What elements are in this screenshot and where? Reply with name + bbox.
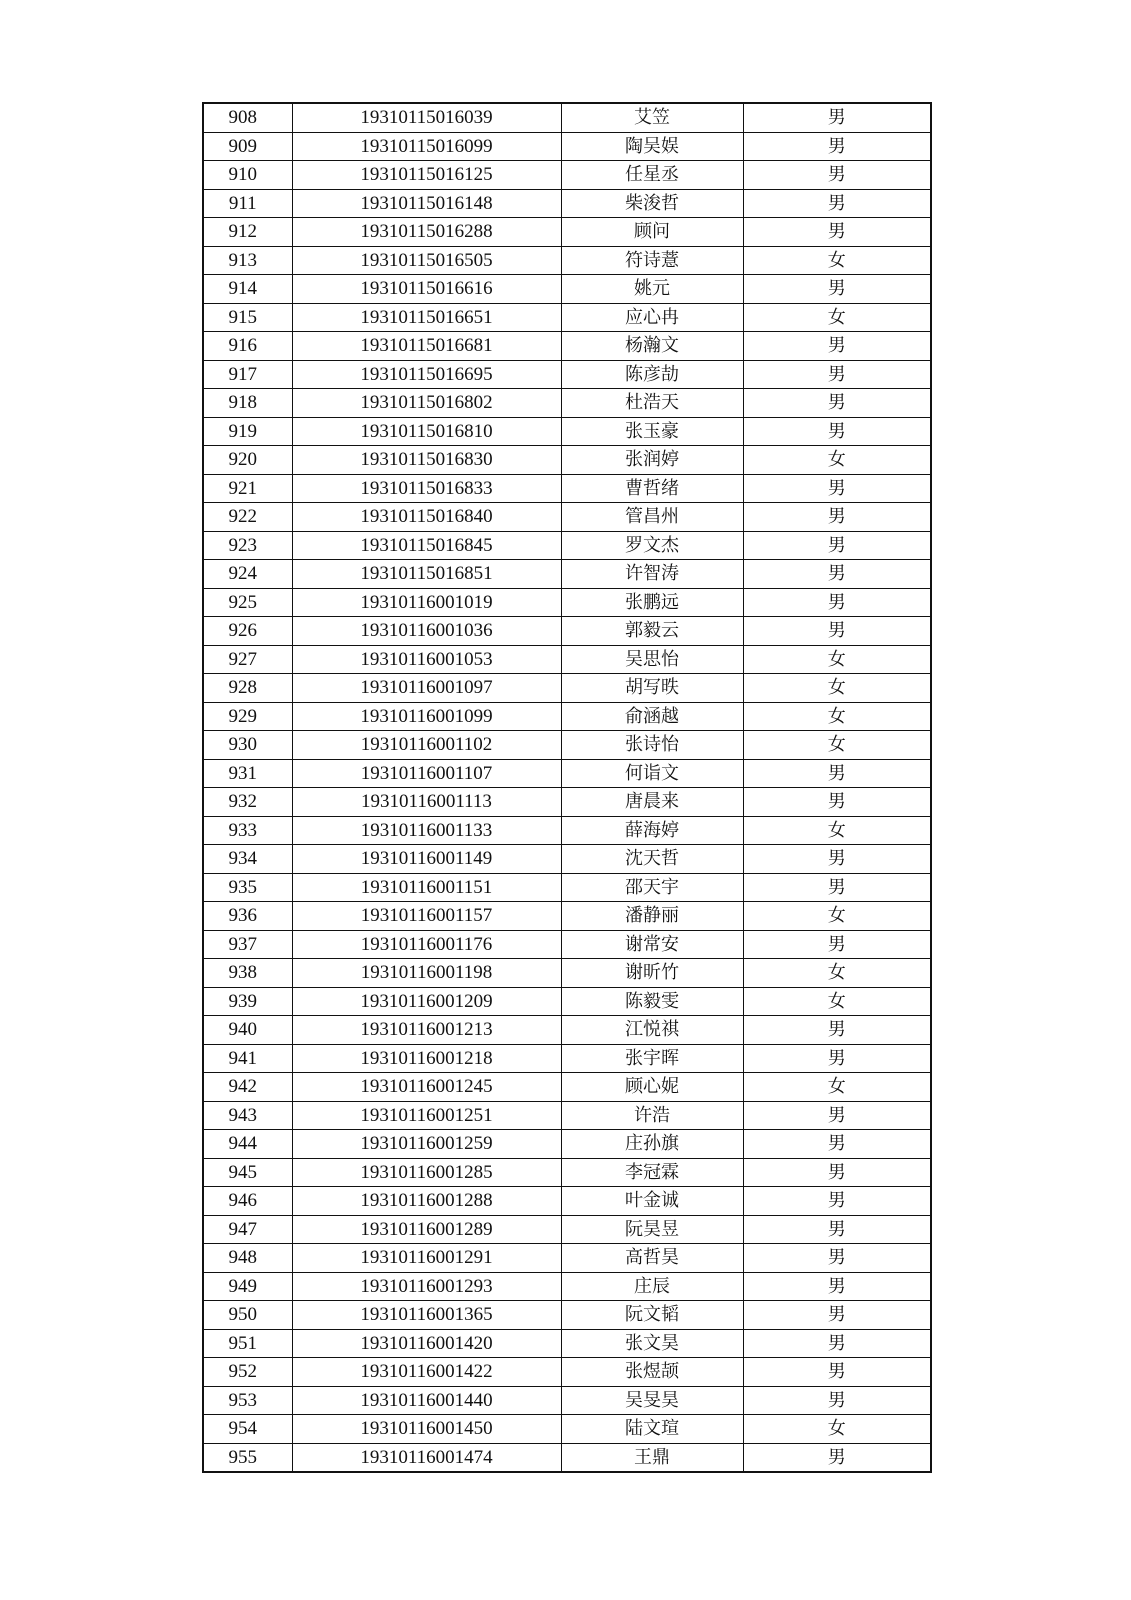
gender-cell: 男	[743, 1329, 931, 1358]
row-number-cell: 942	[203, 1073, 292, 1102]
student-name-cell: 符诗薏	[561, 246, 743, 275]
exam-id-cell: 19310116001097	[292, 674, 561, 703]
row-number-cell: 922	[203, 503, 292, 532]
exam-id-cell: 19310116001420	[292, 1329, 561, 1358]
exam-id-cell: 19310116001157	[292, 902, 561, 931]
exam-id-cell: 19310116001293	[292, 1272, 561, 1301]
gender-cell: 男	[743, 873, 931, 902]
student-name-cell: 张煜颉	[561, 1358, 743, 1387]
row-number-cell: 941	[203, 1044, 292, 1073]
row-number-cell: 909	[203, 132, 292, 161]
student-name-cell: 胡写昳	[561, 674, 743, 703]
student-name-cell: 潘静丽	[561, 902, 743, 931]
table-row	[203, 1301, 931, 1330]
table-row	[203, 645, 931, 674]
table-row	[203, 161, 931, 190]
row-number-cell: 925	[203, 588, 292, 617]
row-number-cell: 919	[203, 417, 292, 446]
exam-id-cell: 19310116001450	[292, 1415, 561, 1444]
exam-id-cell: 19310115016840	[292, 503, 561, 532]
exam-id-cell: 19310116001209	[292, 987, 561, 1016]
gender-cell: 男	[743, 132, 931, 161]
table-row	[203, 959, 931, 988]
exam-id-cell: 19310115016695	[292, 360, 561, 389]
table-row	[203, 246, 931, 275]
row-number-cell: 918	[203, 389, 292, 418]
exam-id-cell: 19310116001245	[292, 1073, 561, 1102]
student-name-cell: 罗文杰	[561, 531, 743, 560]
student-name-cell: 陆文瑄	[561, 1415, 743, 1444]
row-number-cell: 935	[203, 873, 292, 902]
row-number-cell: 920	[203, 446, 292, 475]
student-name-cell: 薛海婷	[561, 816, 743, 845]
table-row	[203, 218, 931, 247]
exam-id-cell: 19310116001291	[292, 1244, 561, 1273]
table-row	[203, 1329, 931, 1358]
row-number-cell: 928	[203, 674, 292, 703]
row-number-cell: 921	[203, 474, 292, 503]
row-number-cell: 937	[203, 930, 292, 959]
student-name-cell: 张宇晖	[561, 1044, 743, 1073]
gender-cell: 男	[743, 503, 931, 532]
student-name-cell: 陈毅雯	[561, 987, 743, 1016]
exam-id-cell: 19310115016039	[292, 103, 561, 132]
exam-id-cell: 19310115016651	[292, 303, 561, 332]
exam-id-cell: 19310116001099	[292, 702, 561, 731]
row-number-cell: 932	[203, 788, 292, 817]
exam-id-cell: 19310116001259	[292, 1130, 561, 1159]
row-number-cell: 944	[203, 1130, 292, 1159]
exam-id-cell: 19310115016288	[292, 218, 561, 247]
gender-cell: 女	[743, 1073, 931, 1102]
student-name-cell: 叶金诚	[561, 1187, 743, 1216]
table-row	[203, 674, 931, 703]
row-number-cell: 924	[203, 560, 292, 589]
student-name-cell: 顾心妮	[561, 1073, 743, 1102]
table-row	[203, 788, 931, 817]
exam-id-cell: 19310115016810	[292, 417, 561, 446]
table-row	[203, 446, 931, 475]
table-row	[203, 731, 931, 760]
exam-id-cell: 19310115016148	[292, 189, 561, 218]
gender-cell: 男	[743, 1130, 931, 1159]
row-number-cell: 927	[203, 645, 292, 674]
row-number-cell: 939	[203, 987, 292, 1016]
student-name-cell: 庄辰	[561, 1272, 743, 1301]
exam-id-cell: 19310116001218	[292, 1044, 561, 1073]
exam-id-cell: 19310116001036	[292, 617, 561, 646]
gender-cell: 男	[743, 930, 931, 959]
exam-id-cell: 19310116001285	[292, 1158, 561, 1187]
exam-id-cell: 19310116001288	[292, 1187, 561, 1216]
student-name-cell: 俞涵越	[561, 702, 743, 731]
gender-cell: 男	[743, 1215, 931, 1244]
table-row	[203, 417, 931, 446]
student-name-cell: 许智涛	[561, 560, 743, 589]
student-name-cell: 庄孙旗	[561, 1130, 743, 1159]
gender-cell: 女	[743, 987, 931, 1016]
table-row	[203, 103, 931, 132]
table-row	[203, 132, 931, 161]
row-number-cell: 951	[203, 1329, 292, 1358]
exam-id-cell: 19310115016802	[292, 389, 561, 418]
gender-cell: 男	[743, 389, 931, 418]
table-row	[203, 1358, 931, 1387]
row-number-cell: 913	[203, 246, 292, 275]
student-name-cell: 王鼎	[561, 1443, 743, 1472]
gender-cell: 男	[743, 1016, 931, 1045]
gender-cell: 男	[743, 1158, 931, 1187]
exam-id-cell: 19310115016845	[292, 531, 561, 560]
student-name-cell: 沈天哲	[561, 845, 743, 874]
exam-id-cell: 19310116001289	[292, 1215, 561, 1244]
gender-cell: 女	[743, 702, 931, 731]
exam-id-cell: 19310115016616	[292, 275, 561, 304]
row-number-cell: 929	[203, 702, 292, 731]
roster-body	[203, 103, 931, 1472]
gender-cell: 男	[743, 474, 931, 503]
gender-cell: 男	[743, 759, 931, 788]
gender-cell: 男	[743, 1443, 931, 1472]
student-name-cell: 李冠霖	[561, 1158, 743, 1187]
row-number-cell: 940	[203, 1016, 292, 1045]
row-number-cell: 931	[203, 759, 292, 788]
table-row	[203, 1073, 931, 1102]
row-number-cell: 938	[203, 959, 292, 988]
exam-id-cell: 19310116001107	[292, 759, 561, 788]
gender-cell: 女	[743, 645, 931, 674]
exam-id-cell: 19310115016681	[292, 332, 561, 361]
gender-cell: 男	[743, 417, 931, 446]
exam-id-cell: 19310115016830	[292, 446, 561, 475]
exam-id-cell: 19310116001151	[292, 873, 561, 902]
gender-cell: 男	[743, 1244, 931, 1273]
row-number-cell: 936	[203, 902, 292, 931]
row-number-cell: 947	[203, 1215, 292, 1244]
table-row	[203, 987, 931, 1016]
table-row	[203, 1101, 931, 1130]
gender-cell: 男	[743, 531, 931, 560]
exam-id-cell: 19310115016505	[292, 246, 561, 275]
row-number-cell: 926	[203, 617, 292, 646]
table-row	[203, 930, 931, 959]
student-name-cell: 杨瀚文	[561, 332, 743, 361]
gender-cell: 男	[743, 845, 931, 874]
student-name-cell: 唐晨来	[561, 788, 743, 817]
gender-cell: 男	[743, 560, 931, 589]
student-name-cell: 陈彦劼	[561, 360, 743, 389]
gender-cell: 女	[743, 902, 931, 931]
gender-cell: 男	[743, 332, 931, 361]
exam-id-cell: 19310116001422	[292, 1358, 561, 1387]
row-number-cell: 910	[203, 161, 292, 190]
student-name-cell: 陶吴娱	[561, 132, 743, 161]
gender-cell: 男	[743, 588, 931, 617]
student-name-cell: 江悦祺	[561, 1016, 743, 1045]
row-number-cell: 954	[203, 1415, 292, 1444]
student-name-cell: 曹哲绪	[561, 474, 743, 503]
exam-id-cell: 19310116001198	[292, 959, 561, 988]
student-name-cell: 何诣文	[561, 759, 743, 788]
gender-cell: 男	[743, 189, 931, 218]
table-row	[203, 1215, 931, 1244]
exam-id-cell: 19310116001176	[292, 930, 561, 959]
table-row	[203, 332, 931, 361]
exam-id-cell: 19310116001474	[292, 1443, 561, 1472]
gender-cell: 女	[743, 731, 931, 760]
row-number-cell: 914	[203, 275, 292, 304]
exam-id-cell: 19310116001113	[292, 788, 561, 817]
row-number-cell: 911	[203, 189, 292, 218]
table-row	[203, 189, 931, 218]
exam-id-cell: 19310116001213	[292, 1016, 561, 1045]
table-row	[203, 531, 931, 560]
exam-id-cell: 19310116001365	[292, 1301, 561, 1330]
gender-cell: 男	[743, 617, 931, 646]
gender-cell: 女	[743, 816, 931, 845]
row-number-cell: 950	[203, 1301, 292, 1330]
student-name-cell: 杜浩天	[561, 389, 743, 418]
gender-cell: 男	[743, 1358, 931, 1387]
student-name-cell: 郭毅云	[561, 617, 743, 646]
table-row	[203, 759, 931, 788]
student-name-cell: 许浩	[561, 1101, 743, 1130]
gender-cell: 男	[743, 1386, 931, 1415]
gender-cell: 男	[743, 275, 931, 304]
student-name-cell: 张诗怡	[561, 731, 743, 760]
row-number-cell: 946	[203, 1187, 292, 1216]
table-row	[203, 702, 931, 731]
gender-cell: 男	[743, 1044, 931, 1073]
student-roster-table	[202, 102, 932, 1473]
gender-cell: 男	[743, 788, 931, 817]
table-row	[203, 1130, 931, 1159]
gender-cell: 男	[743, 103, 931, 132]
student-name-cell: 姚元	[561, 275, 743, 304]
student-name-cell: 柴浚哲	[561, 189, 743, 218]
table-row	[203, 845, 931, 874]
row-number-cell: 915	[203, 303, 292, 332]
row-number-cell: 908	[203, 103, 292, 132]
table-row	[203, 1016, 931, 1045]
exam-id-cell: 19310115016099	[292, 132, 561, 161]
gender-cell: 女	[743, 1415, 931, 1444]
student-name-cell: 邵天宇	[561, 873, 743, 902]
table-row	[203, 617, 931, 646]
student-name-cell: 艾笠	[561, 103, 743, 132]
table-row	[203, 873, 931, 902]
exam-id-cell: 19310116001053	[292, 645, 561, 674]
exam-id-cell: 19310115016833	[292, 474, 561, 503]
row-number-cell: 930	[203, 731, 292, 760]
row-number-cell: 934	[203, 845, 292, 874]
exam-id-cell: 19310116001440	[292, 1386, 561, 1415]
student-name-cell: 任星丞	[561, 161, 743, 190]
row-number-cell: 953	[203, 1386, 292, 1415]
row-number-cell: 945	[203, 1158, 292, 1187]
student-name-cell: 阮昊昱	[561, 1215, 743, 1244]
table-row	[203, 1158, 931, 1187]
table-row	[203, 1044, 931, 1073]
exam-id-cell: 19310116001251	[292, 1101, 561, 1130]
gender-cell: 男	[743, 1187, 931, 1216]
table-row	[203, 1415, 931, 1444]
exam-id-cell: 19310115016125	[292, 161, 561, 190]
table-row	[203, 588, 931, 617]
row-number-cell: 923	[203, 531, 292, 560]
table-row	[203, 389, 931, 418]
table-row	[203, 816, 931, 845]
exam-id-cell: 19310116001149	[292, 845, 561, 874]
student-name-cell: 张润婷	[561, 446, 743, 475]
exam-id-cell: 19310115016851	[292, 560, 561, 589]
gender-cell: 女	[743, 246, 931, 275]
student-name-cell: 顾问	[561, 218, 743, 247]
row-number-cell: 917	[203, 360, 292, 389]
table-row	[203, 503, 931, 532]
table-row	[203, 303, 931, 332]
exam-id-cell: 19310116001102	[292, 731, 561, 760]
row-number-cell: 912	[203, 218, 292, 247]
gender-cell: 女	[743, 674, 931, 703]
exam-id-cell: 19310116001133	[292, 816, 561, 845]
exam-id-cell: 19310116001019	[292, 588, 561, 617]
student-name-cell: 谢常安	[561, 930, 743, 959]
gender-cell: 女	[743, 959, 931, 988]
table-row	[203, 1272, 931, 1301]
row-number-cell: 949	[203, 1272, 292, 1301]
gender-cell: 男	[743, 1101, 931, 1130]
student-name-cell: 谢昕竹	[561, 959, 743, 988]
row-number-cell: 948	[203, 1244, 292, 1273]
row-number-cell: 943	[203, 1101, 292, 1130]
gender-cell: 男	[743, 1301, 931, 1330]
gender-cell: 男	[743, 218, 931, 247]
row-number-cell: 955	[203, 1443, 292, 1472]
table-row	[203, 275, 931, 304]
student-name-cell: 吴旻昊	[561, 1386, 743, 1415]
table-row	[203, 1244, 931, 1273]
table-row	[203, 474, 931, 503]
gender-cell: 女	[743, 446, 931, 475]
table-row	[203, 360, 931, 389]
table-row	[203, 902, 931, 931]
gender-cell: 女	[743, 303, 931, 332]
student-name-cell: 阮文韬	[561, 1301, 743, 1330]
student-name-cell: 高哲昊	[561, 1244, 743, 1273]
table-row	[203, 1386, 931, 1415]
student-name-cell: 张文昊	[561, 1329, 743, 1358]
row-number-cell: 952	[203, 1358, 292, 1387]
gender-cell: 男	[743, 1272, 931, 1301]
student-name-cell: 管昌州	[561, 503, 743, 532]
row-number-cell: 916	[203, 332, 292, 361]
student-name-cell: 应心冉	[561, 303, 743, 332]
gender-cell: 男	[743, 360, 931, 389]
table-row	[203, 1187, 931, 1216]
student-name-cell: 张鹏远	[561, 588, 743, 617]
student-name-cell: 吴思怡	[561, 645, 743, 674]
table-row	[203, 560, 931, 589]
gender-cell: 男	[743, 161, 931, 190]
student-name-cell: 张玉豪	[561, 417, 743, 446]
row-number-cell: 933	[203, 816, 292, 845]
table-row	[203, 1443, 931, 1472]
